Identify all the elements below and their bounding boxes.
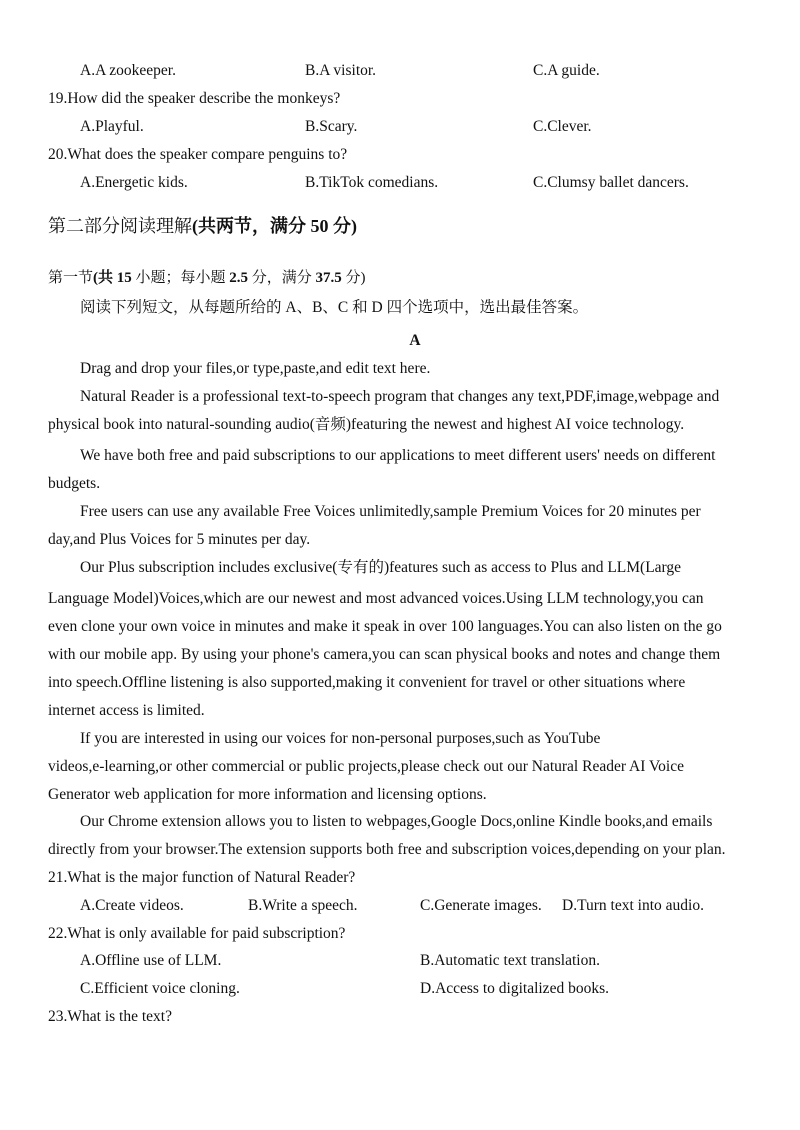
q20-option-c: C.Clumsy ballet dancers. — [533, 174, 689, 191]
q19-option-b: B.Scary. — [305, 118, 358, 135]
passage-line: We have both free and paid subscriptions to our applications to meet different users' needs on different — [80, 447, 716, 464]
passage-label: A — [409, 332, 421, 349]
q19-option-c: C.Clever. — [533, 118, 592, 135]
q21-option-a: A.Create videos. — [80, 897, 184, 914]
q22-option-d: D.Access to digitalized books. — [420, 980, 609, 997]
q20-option-b: B.TikTok comedians. — [305, 174, 439, 191]
q18-option-a: A.A zookeeper. — [80, 62, 176, 79]
q22-stem: 22.What is only available for paid subscription? — [48, 925, 346, 942]
passage-line: Drag and drop your files,or type,paste,and edit text here. — [80, 360, 431, 377]
passage-line: into speech.Offline listening is also supported,making it convenient for travel or other situations where — [48, 674, 686, 691]
part2-heading: 第二部分阅读理解(共两节，满分 50 分) — [48, 216, 357, 236]
q22-option-c: C.Efficient voice cloning. — [80, 980, 240, 997]
q22-option-a: A.Offline use of LLM. — [80, 952, 222, 969]
q20-stem: 20.What does the speaker compare penguins to? — [48, 146, 348, 163]
q22-option-b: B.Automatic text translation. — [420, 952, 600, 969]
q21-option-c: C.Generate images. — [420, 897, 542, 914]
passage-line: Generator web application for more information and licensing options. — [48, 786, 487, 803]
q21-option-b: B.Write a speech. — [248, 897, 358, 914]
passage-line: with our mobile app. By using your phone's camera,you can scan physical books and notes and change them — [48, 646, 721, 663]
passage-line: Our Plus subscription includes exclusive(专有的)features such as access to Plus and LLM(Large — [80, 559, 682, 576]
passage-line: Free users can use any available Free Voices unlimitedly,sample Premium Voices for 20 minutes per — [80, 503, 701, 520]
q20-option-a: A.Energetic kids. — [80, 174, 188, 191]
passage-line: even clone your own voice in minutes and make it speak in over 100 languages.You can also listen on the go — [48, 618, 722, 635]
passage-line: budgets. — [48, 475, 101, 492]
passage-line: videos,e-learning,or other commercial or public projects,please check out our Natural Reader AI Voice — [48, 758, 684, 775]
passage-line: Language Model)Voices,which are our newest and most advanced voices.Using LLM technology,you can — [48, 590, 704, 607]
q23-stem: 23.What is the text? — [48, 1008, 172, 1025]
section1-instruction: 阅读下列短文，从每题所给的 A、B、C 和 D 四个选项中，选出最佳答案。 — [80, 299, 589, 316]
q19-stem: 19.How did the speaker describe the monkeys? — [48, 90, 341, 107]
q18-option-c: C.A guide. — [533, 62, 600, 79]
passage-line: day,and Plus Voices for 5 minutes per day. — [48, 531, 311, 548]
passage-line: Natural Reader is a professional text-to-speech program that changes any text,PDF,image,webpage and — [80, 388, 720, 405]
passage-line: internet access is limited. — [48, 702, 205, 719]
passage-line: If you are interested in using our voices for non-personal purposes,such as YouTube — [80, 730, 601, 747]
passage-line: directly from your browser.The extension supports both free and subscription voices,depending on your plan. — [48, 841, 726, 858]
section1-heading: 第一节(共 15 小题；每小题 2.5 分，满分 37.5 分) — [48, 270, 366, 286]
q19-option-a: A.Playful. — [80, 118, 144, 135]
q21-stem: 21.What is the major function of Natural Reader? — [48, 869, 356, 886]
q21-option-d: D.Turn text into audio. — [562, 897, 704, 914]
passage-line: physical book into natural-sounding audio(音频)featuring the newest and highest AI voice technology. — [48, 416, 685, 433]
passage-line: Our Chrome extension allows you to listen to webpages,Google Docs,online Kindle books,and emails — [80, 813, 713, 830]
q18-option-b: B.A visitor. — [305, 62, 377, 79]
